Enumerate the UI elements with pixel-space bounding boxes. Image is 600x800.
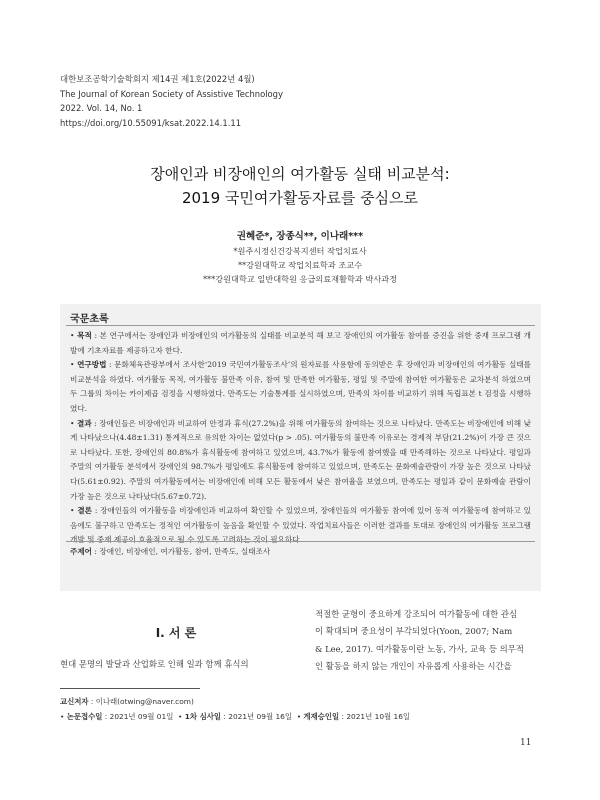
conclusion-label: 결론 (77, 506, 92, 516)
acc-label: 게재승인일 (303, 712, 340, 721)
corr-text: : 이나래(otwing@naver.com) (88, 697, 194, 706)
journal-volume: 2022. Vol. 14, No. 1 (60, 103, 143, 113)
recv-label: 논문접수일 (66, 712, 103, 721)
journal-name-korean: 대한보조공학기술학회지 제14권 제1호(2022년 4월) (60, 74, 255, 84)
journal-doi-link[interactable]: https://doi.org/10.55091/ksat.2022.14.1.11 (60, 117, 242, 128)
keywords-divider (66, 541, 535, 542)
results-label: 결과 (76, 418, 92, 428)
body-right-line: 이 확대되며 중요성이 부각되었다(Yoon, 2007; Nam (315, 626, 513, 637)
acc-text: : 2021년 10월 16일 (339, 712, 411, 721)
conclusion-text: : 장애인들의 여가활동을 비장애인과 비교하여 확인할 수 있었으며, 장애인들의 여가활동 참여에 있어 동적 여가활동에 참여하고 있음에도 불구하고 만족도는 정적인 여가활동이 높음을 확인할 수 있었다. 작업치료사들은 이러한 결과를 토대로 장애인의 여가활동 프로그램 개발 및 중재 제공이 효율적으로 될 수 있도록 고려하는 것이 필요하다. (70, 506, 531, 545)
purpose-text: : 본 연구에서는 장애인과 비장애인의 여가활동의 실태를 비교분석 해 보고 장애인의 여가활동 참여를 증진을 위한 중재 프로그램 개발에 기초자료를 제공하고자 한다. (70, 331, 531, 355)
affiliation-2: **강원대학교 작업치료학과 조교수 (237, 260, 363, 270)
body-right-column (315, 606, 541, 675)
footnote (60, 694, 410, 724)
keywords-label: 주제어 (70, 547, 93, 556)
submission-dates: • 논문접수일 : 2021년 09월 01일 • 1차 심사일 : 2021년 09월 16일 • 게재승인일 : 2021년 10월 16일 (60, 712, 411, 721)
keywords (70, 546, 270, 557)
affiliation-1: *원주시정신건강복지센터 작업치료사 (233, 246, 367, 256)
abstract-conclusion: • 결론 : 장애인들의 여가활동을 비장애인과 비교하여 확인할 수 있었으며, 장애인들의 여가활동 참여에 있어 동적 여가활동에 참여하고 있음에도 불구하고 만족도는 정적인 여가활동이 높음을 확인할 수 있었다. 작업치료사들은 이러한 결과를 토대로 장애인의 여가활동 프로그램 개발 및 중재 제공이 효율적으로 될 수 있도록 고려하는 것이 필요하다. (70, 506, 531, 545)
page-number: 11 (520, 738, 532, 748)
corr-label: 교신저자 (60, 697, 89, 706)
footnote-divider (60, 688, 200, 689)
body-right-line: & Lee, 2017). 여가활동이란 노동, 가사, 교육 등 의무적 (315, 643, 524, 654)
paper-title-line1: 장애인과 비장애인의 여가활동 실태 비교분석: (150, 165, 450, 183)
keywords-text: : 장애인, 비장애인, 여가활동, 참여, 만족도, 실태조사 (92, 547, 271, 556)
body-left-line: 현대 문명의 발달과 산업화로 인해 일과 함께 휴식의 (60, 659, 249, 669)
abstract-results: • 결과 : 장애인들은 비장애인과 비교하여 안정과 휴식(27.2%)을 위해 여가활동의 참여하는 것으로 나타났다. 만족도는 비장애인에 비해 낮게 나타났으나(4.48±1.31) 통계적으로 유의한 차이는 없었다(p > .05). 여가활동의 불만족 이유로는 경제적 부담(21.2%)이 가장 큰 것으로 나타났다. 또한, 장애인의 80.8%가 휴식활동에 참여하고 있었으며, 43.7%가 활동에 참여했을 때 만족해하는 것으로 나타났다. 평일과 주말의 여가활동 분석에서 장애인의 98.7%가 평일에도 휴식활동에 참여하고 있었으며, 만족도는 문화예술관람이 가장 높은 것으로 나타났다(5.61±0.92). 주말의 여가활동에서는 비장애인에 비해 모든 활동에서 낮은 참여율을 보였으며, 만족도는 평일과 같이 문화예술 관람이 가장 높은 것으로 나타났다(5.67±0.72). (70, 418, 531, 501)
body-right-line: 적절한 균형이 중요하게 강조되어 여가활동에 대한 관심 (315, 609, 518, 619)
rev-text: : 2021년 09월 16일 (221, 712, 292, 721)
rev-label: 1차 심사일 (184, 712, 222, 721)
method-text: : 문화체육관광부에서 조사한‘2019 국민여가활동조사’의 원자료를 사용함에 동의받은 후 장애인과 비장애인의 여가활동 실태를 비교분석을 하였다. 여가활동 목적, 여가활동 불만족 이유, 참여 및 만족한 여가활동, 평일 및 주말에 참여한 여가활동은 교차분석 하였으며 두 그룹의 차이는 카이제곱 검정을 시행하였다. 만족도는 기술통계를 실시하였으며, 만족의 차이를 비교하기 위해 독립표본 t 검정을 시행하였다. (70, 360, 531, 413)
body-right-line: 인 활동을 하지 않는 개인이 자유롭게 사용하는 시간을 (315, 660, 512, 671)
corresponding-author (60, 694, 410, 709)
body-left-column (60, 656, 292, 673)
paper-title-line2: 2019 국민여가활동자료를 중심으로 (181, 189, 419, 207)
abstract-body (70, 329, 531, 548)
authors: 권혜준*, 장종식**, 이나래*** (236, 231, 364, 242)
abstract-divider (66, 325, 535, 326)
purpose-label: 목적 (77, 331, 92, 340)
results-text: : 장애인들은 비장애인과 비교하여 안정과 휴식(27.2%)을 위해 여가활동의 참여하는 것으로 나타났다. 만족도는 비장애인에 비해 낮게 나타났으나(4.48±1.31) 통계적으로 유의한 차이는 없었다(p > .05). 여가활동의 불만족 이유로는 경제적 부담(21.2%)이 가장 큰 것으로 나타났다. 또한, 장애인의 80.8%가 휴식활동에 참여하고 있었으며, 43.7%가 활동에 참여했을 때 만족해하는 것으로 나타났다. 평일과 주말의 여가활동 분석에서 장애인의 98.7%가 평일에도 휴식활동에 참여하고 있었으며, 만족도는 문화예술관람이 가장 높은 것으로 나타났다(5.61±0.92). 주말의 여가활동에서는 비장애인에 비해 모든 활동에서 낮은 참여율을 보였으며, 만족도는 평일과 같이 문화예술 관람이 가장 높은 것으로 나타났다(5.67±0.72). (70, 418, 531, 501)
section-heading-introduction: I. 서 론 (155, 626, 197, 640)
abstract-method: • 연구방법 : 문화체육관광부에서 조사한‘2019 국민여가활동조사’의 원자료를 사용함에 동의받은 후 장애인과 비장애인의 여가활동 실태를 비교분석을 하였다. 여가활동 목적, 여가활동 불만족 이유, 참여 및 만족한 여가활동, 평일 및 주말에 참여한 여가활동은 교차분석 하였으며 두 그룹의 차이는 카이제곱 검정을 시행하였다. 만족도는 기술통계를 실시하였으며, 만족의 차이를 비교하기 위해 독립표본 t 검정을 시행하였다. (70, 360, 531, 413)
abstract-purpose: • 목적 : 본 연구에서는 장애인과 비장애인의 여가활동의 실태를 비교분석 해 보고 장애인의 여가활동 참여를 증진을 위한 중재 프로그램 개발에 기초자료를 제공하고자 한다. (70, 331, 531, 355)
journal-name-english: The Journal of Korean Society of Assistive Technology (60, 88, 283, 99)
method-label: 연구방법 (77, 360, 107, 370)
journal-header (60, 72, 283, 130)
affiliation-3: ***강원대학교 일반대학원 응급의료재활학과 박사과정 (202, 274, 398, 284)
recv-text: : 2021년 09월 01일 (102, 712, 174, 721)
abstract-heading: 국문초록 (70, 314, 109, 325)
